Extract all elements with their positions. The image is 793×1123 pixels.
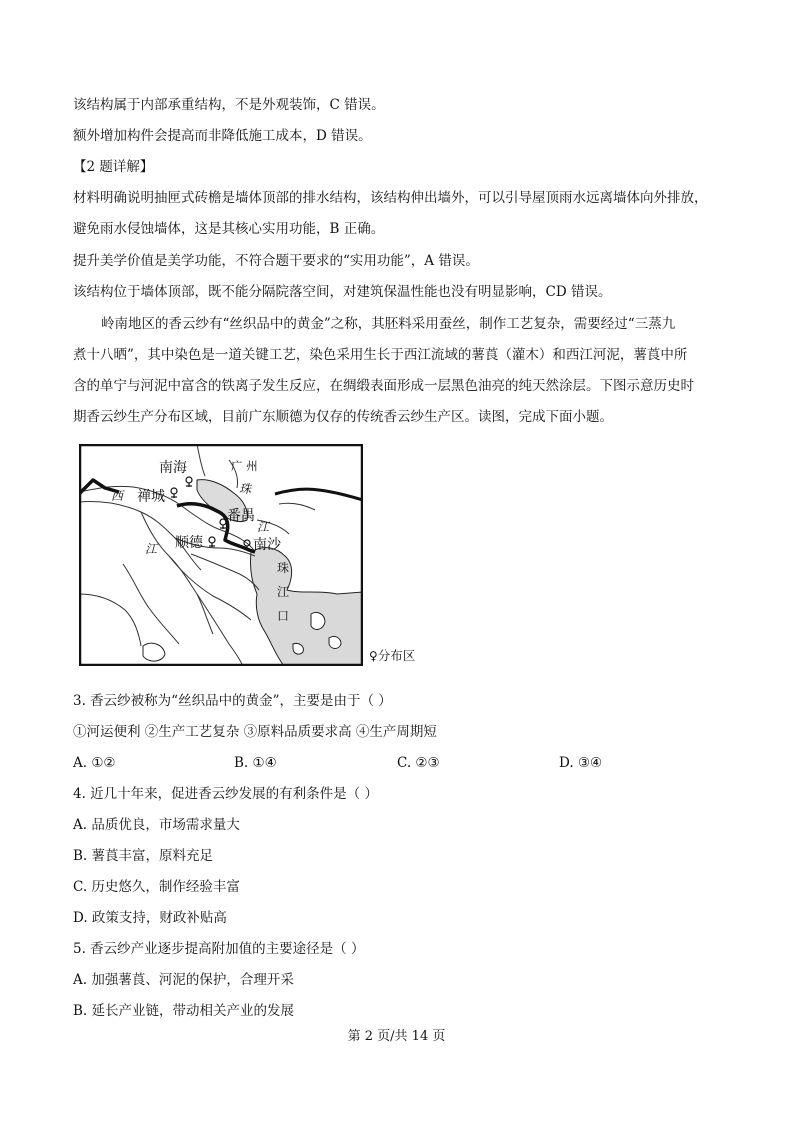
map-label-jiang: 江 (145, 542, 158, 556)
question-stem: 5. 香云纱产业逐步提高附加值的主要途径是（ ） (73, 941, 365, 957)
question-stem: 3. 香云纱被称为“丝织品中的黄金”，主要是由于（ ） (73, 693, 392, 709)
choice-b: B. 薯莨丰富，原料充足 (73, 848, 214, 864)
island (143, 643, 165, 661)
map-label-zhu: 珠 (277, 561, 290, 575)
paragraph: 含的单宁与河泥中富含的铁离子发生反应，在绸缎表面形成一层黑色油亮的纯天然涂层。下图示意历史时 (73, 378, 694, 394)
paragraph: 岭南地区的香云纱有“丝织品中的黄金”之称，其胚料采用蚕丝，制作工艺复杂，需要经过“三蒸九 (101, 316, 676, 332)
section-heading: 【2 题详解】 (73, 159, 154, 175)
map-label-guangzhou: 广 州 (231, 459, 258, 473)
map-label-zhu: 珠 (239, 482, 252, 496)
map-legend (369, 646, 415, 664)
question-stem: 4. 近几十年来，促进香云纱发展的有利条件是（ ） (73, 786, 378, 802)
question-items: ①河运便利 ②生产工艺复杂 ③原料品质要求高 ④生产周期短 (73, 724, 437, 740)
upper-river (275, 489, 363, 500)
map-label-shunde: 顺德 (175, 535, 203, 551)
choice-d: D. 政策支持，财政补贴高 (73, 910, 227, 926)
estuary-area (250, 548, 363, 666)
map-figure (79, 444, 363, 666)
island (311, 612, 325, 629)
map-label-xi: 西 (111, 489, 124, 503)
island (293, 643, 303, 654)
choice-a: A. 加强薯莨、河泥的保护，合理开采 (73, 972, 294, 988)
paragraph: 避免雨水侵蚀墙体，这是其核心实用功能，B 正确。 (73, 221, 385, 237)
choice-a: A. 品质优良，市场需求量大 (73, 817, 240, 833)
distribution-marker-icon: ♀ (369, 649, 378, 663)
paragraph: 该结构属于内部承重结构，不是外观装饰，C 错误。 (73, 97, 385, 113)
choice-c: C. 历史悠久，制作经验丰富 (73, 879, 240, 895)
map-label-nansha: 南沙 (253, 537, 281, 553)
island (329, 636, 341, 648)
map-svg (79, 444, 363, 666)
paragraph: 额外增加构件会提高而非降低施工成本，D 错误。 (73, 128, 372, 144)
paragraph: 该结构位于墙体顶部，既不能分隔院落空间，对建筑保温性能也没有明显影响，CD 错误。 (73, 284, 612, 300)
choice-b: B. ①④ (234, 755, 277, 771)
page-footer: 第 2 页/共 14 页 (347, 1029, 446, 1044)
map-label-jiang: 江 (257, 520, 270, 534)
paragraph: 煮十八晒”，其中染色是一道关键工艺，染色采用生长于西江流域的薯莨（灌木）和西江河泥，薯莨中所 (73, 347, 688, 363)
map-label-kou: 口 (277, 609, 290, 623)
choice-c: C. ②③ (397, 755, 440, 771)
choice-d: D. ③④ (559, 755, 603, 771)
map-label-nanhai: 南海 (159, 460, 187, 476)
choice-a: A. ①② (73, 755, 116, 771)
map-label-chancheng: 禅城 (137, 489, 165, 505)
paragraph: 提升美学价值是美学功能，不符合题干要求的“实用功能”，A 错误。 (73, 253, 479, 269)
paragraph: 期香云纱生产分布区域，目前广东顺德为仅存的传统香云纱生产区。读图，完成下面小题。 (73, 409, 613, 425)
paragraph: 材料明确说明抽匣式砖檐是墙体顶部的排水结构，该结构伸出墙外，可以引导屋顶雨水远离墙体向外排放， (73, 190, 708, 206)
legend-label: 分布区 (377, 648, 416, 663)
map-label-panyu: 番禺 (227, 508, 255, 524)
map-label-jiang: 江 (277, 585, 290, 599)
choice-b: B. 延长产业链，带动相关产业的发展 (73, 1003, 295, 1019)
